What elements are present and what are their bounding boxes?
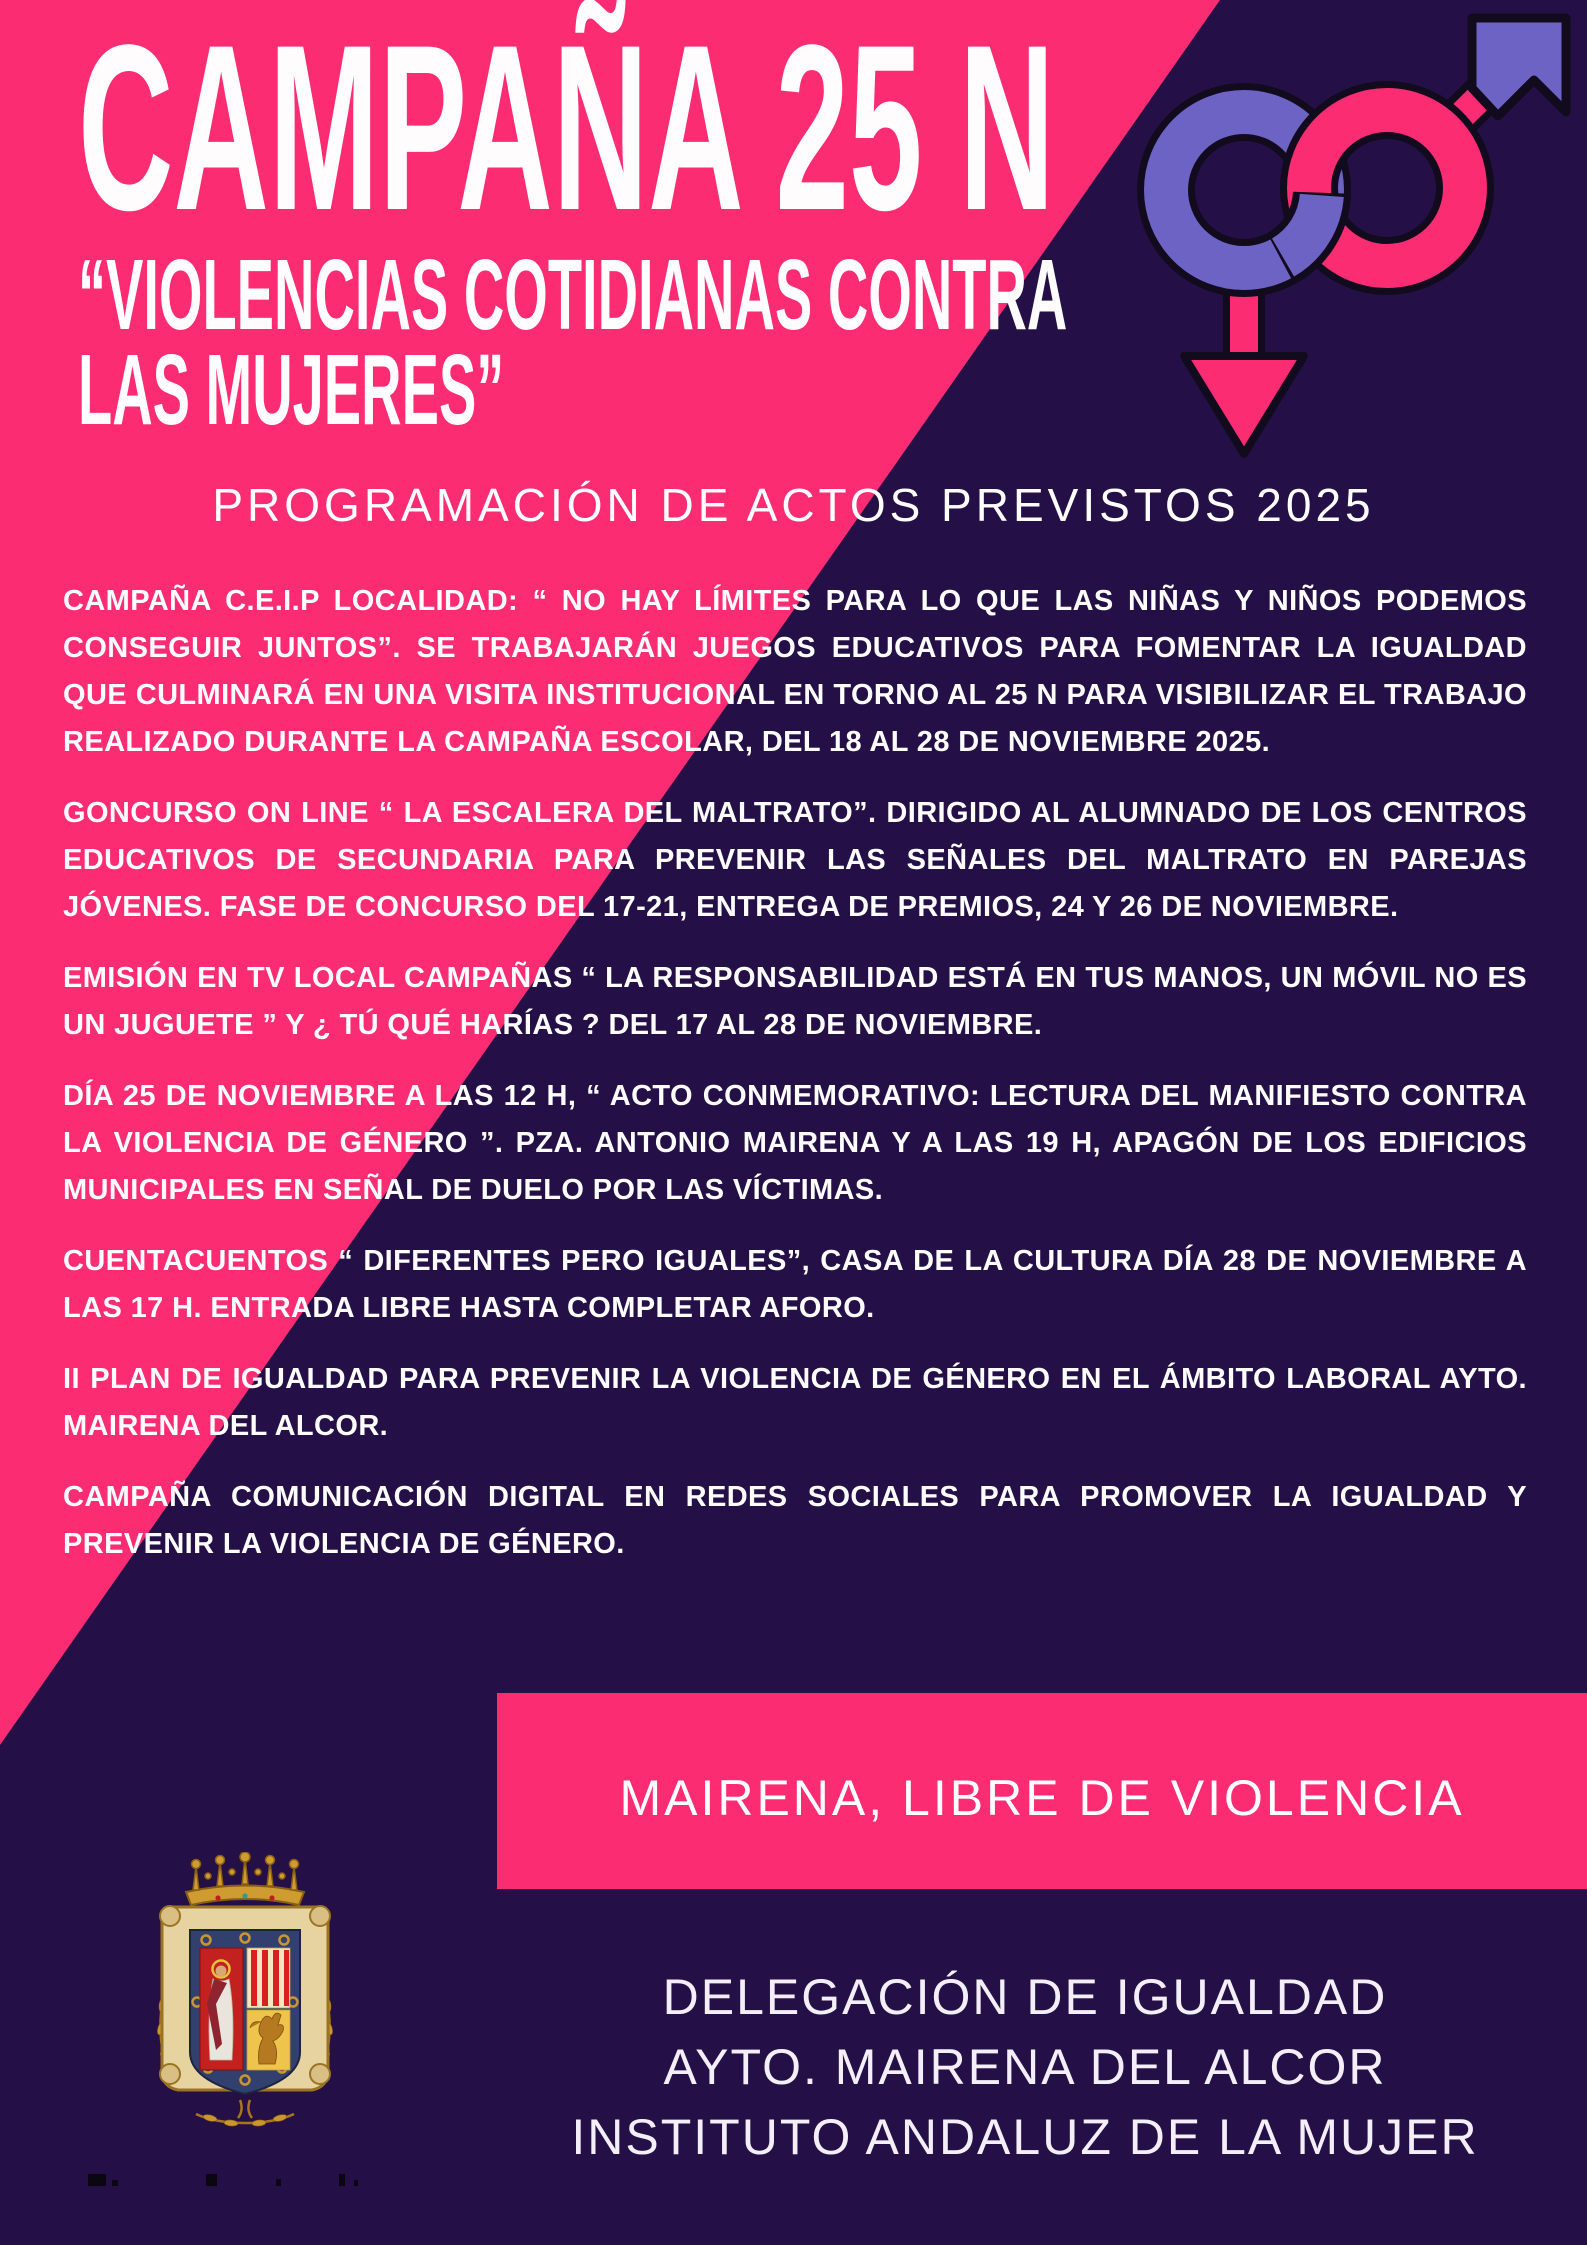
event-paragraph: II PLAN DE IGUALDAD PARA PREVENIR LA VIOLENCIA DE GÉNERO EN EL ÁMBITO LABORAL AYTO. MAIRENA DEL ALCOR. xyxy=(63,1363,1527,1442)
coat-of-arms-icon xyxy=(138,1852,352,2152)
slogan-banner-label: MAIRENA, LIBRE DE VIOLENCIA xyxy=(619,1770,1465,1826)
crest-caption-remnant xyxy=(88,2174,378,2188)
poster-title: CAMPAÑA 25 N xyxy=(78,0,1055,260)
event-paragraph: EMISIÓN EN TV LOCAL CAMPAÑAS “ LA RESPONSABILIDAD ESTÁ EN TUS MANOS, UN MÓVIL NO ES UN JUGUETE ” Y ¿ TÚ QUÉ HARÍAS ? DEL 17 AL 28 DE NOVIEMBRE. xyxy=(63,962,1527,1041)
footer-line-1: DELEGACIÓN DE IGUALDAD xyxy=(662,1969,1388,2025)
section-heading: PROGRAMACIÓN DE ACTOS PREVISTOS 2025 xyxy=(212,479,1375,531)
footer-line-3: INSTITUTO ANDALUZ DE LA MUJER xyxy=(571,2109,1479,2165)
subtitle-line-2: LAS MUJERES” xyxy=(78,334,505,446)
event-paragraph: CAMPAÑA COMUNICACIÓN DIGITAL EN REDES SOCIALES PARA PROMOVER LA IGUALDAD Y PREVENIR LA VIOLENCIA DE GÉNERO. xyxy=(63,1481,1527,1560)
subtitle-line-1: “VIOLENCIAS COTIDIANAS CONTRA xyxy=(78,239,1068,351)
poster-subtitle xyxy=(78,239,1587,446)
event-paragraph: DÍA 25 DE NOVIEMBRE A LAS 12 H, “ ACTO CONMEMORATIVO: LECTURA DEL MANIFIESTO CONTRA LA VIOLENCIA DE GÉNERO ”. PZA. ANTONIO MAIRENA Y A LAS 19 H, APAGÓN DE LOS EDIFICIOS MUNICIPALES EN SEÑAL DE DUELO POR LAS VÍCTIMAS. xyxy=(63,1080,1527,1206)
events-list xyxy=(63,578,1527,1568)
footer-line-2: AYTO. MAIRENA DEL ALCOR xyxy=(663,2039,1387,2095)
footer-credits xyxy=(420,1962,1587,2172)
event-paragraph: GONCURSO ON LINE “ LA ESCALERA DEL MALTRATO”. DIRIGIDO AL ALUMNADO DE LOS CENTROS EDUCATIVOS DE SECUNDARIA PARA PREVENIR LAS SEÑALES DEL MALTRATO EN PAREJAS JÓVENES. FASE DE CONCURSO DEL 17-21, ENTREGA DE PREMIOS, 24 Y 26 DE NOVIEMBRE. xyxy=(63,797,1527,923)
event-paragraph: CAMPAÑA C.E.I.P LOCALIDAD: “ NO HAY LÍMITES PARA LO QUE LAS NIÑAS Y NIÑOS PODEMOS CONSEGUIR JUNTOS”. SE TRABAJARÁN JUEGOS EDUCATIVOS PARA FOMENTAR LA IGUALDAD QUE CULMINARÁ EN UNA VISITA INSTITUCIONAL EN TORNO AL 25 N PARA VISIBILIZAR EL TRABAJO REALIZADO DURANTE LA CAMPAÑA ESCOLAR, DEL 18 AL 28 DE NOVIEMBRE 2025. xyxy=(63,585,1527,758)
slogan-banner xyxy=(497,1693,1587,1889)
event-paragraph: CUENTACUENTOS “ DIFERENTES PERO IGUALES”, CASA DE LA CULTURA DÍA 28 DE NOVIEMBRE A LAS 17 H. ENTRADA LIBRE HASTA COMPLETAR AFORO. xyxy=(63,1245,1527,1324)
